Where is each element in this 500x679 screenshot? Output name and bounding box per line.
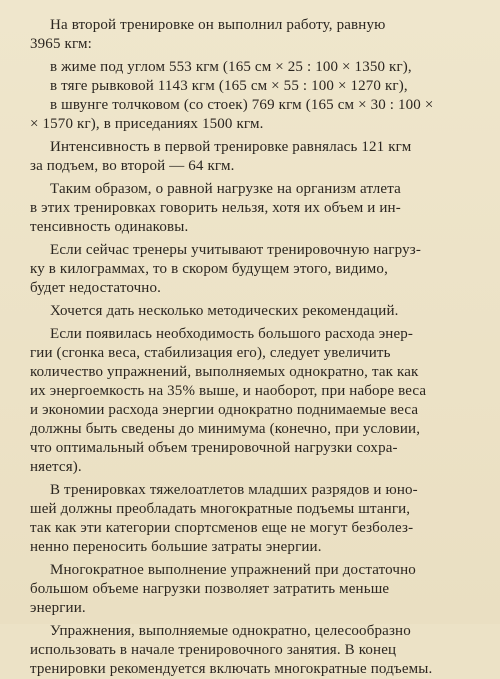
paragraph-second-workout xyxy=(30,16,474,54)
paragraph-recommendations-intro xyxy=(30,302,474,321)
paragraph-trainers xyxy=(30,241,474,298)
text-line: Если сейчас тренеры учитывают тренировочную нагруз- xyxy=(50,242,421,258)
text-line: тенсивность одинаковы. xyxy=(30,219,189,235)
text-line: в тяге рывковой 1143 кгм (165 см × 55 : 100 × 1270 кг), xyxy=(50,78,408,94)
text-line: должны быть сведены до минимума (конечно, при условии, xyxy=(30,421,421,437)
paragraph-multiple-lifts xyxy=(30,561,474,618)
text-line: тренировки рекомендуется включать многократные подъемы. xyxy=(30,661,433,677)
text-line: и экономии расхода энергии однократно поднимаемые веса xyxy=(30,402,419,418)
text-line: Многократное выполнение упражнений при достаточно xyxy=(50,562,416,578)
text-line: шей должны преобладать многократные подъемы штанги, xyxy=(30,501,411,517)
text-line: ку в килограммах, то в скором будущем этого, видимо, xyxy=(30,261,388,277)
text-line: большом объеме нагрузки позволяет затратить меньше xyxy=(30,581,390,597)
text-line: использовать в начале тренировочного занятия. В конец xyxy=(30,642,397,658)
text-line: Интенсивность в первой тренировке равнялась 121 кгм xyxy=(50,139,412,155)
paragraph-conclusion xyxy=(30,180,474,237)
text-line: гии (сгонка веса, стабилизация его), следует увеличить xyxy=(30,345,391,361)
text-line: Упражнения, выполняемые однократно, целесообразно xyxy=(50,623,411,639)
text-line: так как эти категории спортсменов еще не могут безболез- xyxy=(30,520,414,536)
text-line: за подъем, во второй — 64 кгм. xyxy=(30,158,235,174)
paragraph-energy-expenditure xyxy=(30,325,474,477)
text-line: в швунге толчковом (со стоек) 769 кгм (165 см × 30 : 100 × xyxy=(50,97,434,113)
paragraph-single-lifts xyxy=(30,622,474,679)
text-line: Если появилась необходимость большого расхода энер- xyxy=(50,326,414,342)
text-line: количество упражнений, выполняемых однократно, так как xyxy=(30,364,419,380)
text-line: их энергоемкость на 35% выше, и наоборот, при наборе веса xyxy=(30,383,427,399)
text-line: В тренировках тяжелоатлетов младших разрядов и юно- xyxy=(50,482,418,498)
paragraph-junior-athletes xyxy=(30,481,474,557)
text-line: Таким образом, о равной нагрузке на организм атлета xyxy=(50,181,401,197)
text-line: энергии. xyxy=(30,600,86,616)
text-line: Хочется дать несколько методических рекомендаций. xyxy=(50,303,399,319)
text-line: что оптимальный объем тренировочной нагрузки сохра- xyxy=(30,440,398,456)
paragraph-intensity xyxy=(30,138,474,176)
paragraph-exercise-breakdown xyxy=(30,58,474,134)
text-line: няется). xyxy=(30,459,82,475)
text-line: будет недостаточно. xyxy=(30,280,162,296)
text-line: На второй тренировке он выполнил работу, равную xyxy=(50,17,386,33)
text-line: × 1570 кг), в приседаниях 1500 кгм. xyxy=(30,116,264,132)
text-line: 3965 кгм: xyxy=(30,36,93,52)
text-line: в жиме под углом 553 кгм (165 см × 25 : 100 × 1350 кг), xyxy=(50,59,412,75)
text-line: ненно переносить большие затраты энергии. xyxy=(30,539,322,555)
text-line: в этих тренировках говорить нельзя, хотя их объем и ин- xyxy=(30,200,401,216)
